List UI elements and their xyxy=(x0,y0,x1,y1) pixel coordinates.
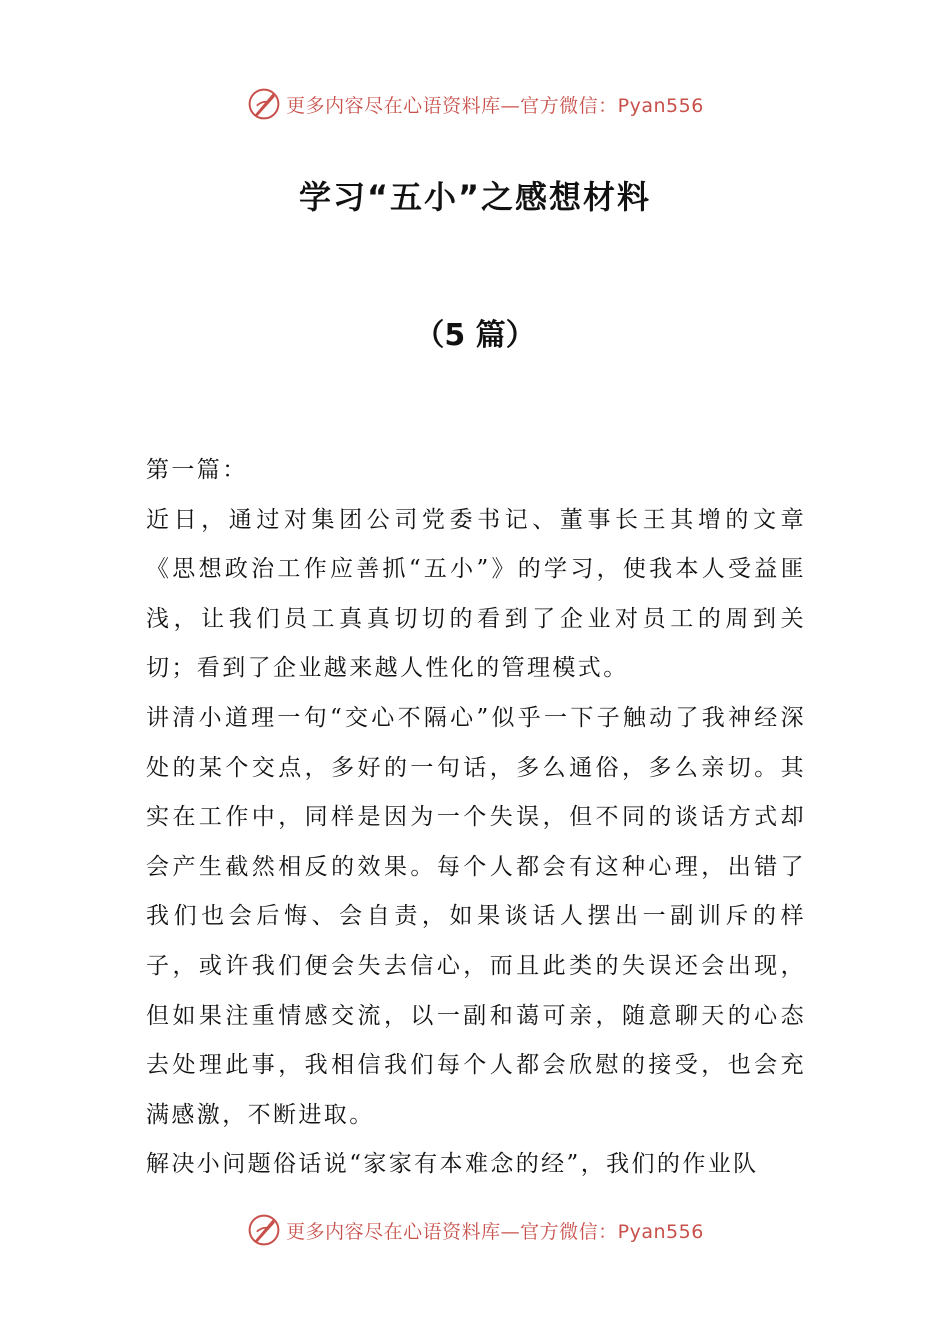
document-subtitle: （5 篇） xyxy=(414,318,536,353)
paragraph: 解决小问题俗话说“家家有本难念的经”，我们的作业队 xyxy=(146,1151,759,1178)
watermark-handle: Pyan556 xyxy=(617,1220,704,1243)
document-title: 学习“五小”之感想材料 xyxy=(298,178,652,216)
watermark-header xyxy=(0,84,950,124)
watermark-text: 更多内容尽在心语资料库—官方微信：Pyan556 xyxy=(286,94,704,117)
section-heading: 第一篇： xyxy=(146,457,248,483)
watermark-footer xyxy=(0,1210,950,1250)
watermark-text: 更多内容尽在心语资料库—官方微信：Pyan556 xyxy=(286,1220,704,1243)
document-body xyxy=(146,446,806,1190)
quill-logo-icon xyxy=(246,1212,282,1248)
quill-logo-icon xyxy=(246,86,282,122)
watermark-handle: Pyan556 xyxy=(617,94,704,117)
paragraph: 讲清小道理一句“交心不隔心”似乎一下子触动了我神经深处的某个交点，多好的一句话，多么通俗，多么亲切。其实在工作中，同样是因为一个失误，但不同的谈话方式却会产生截然相反的效果。每个人都会有这种心理，出错了我们也会后悔、会自责，如果谈话人摆出一副训斥的样子，或许我们便会失去信心，而且此类的失误还会出现，但如果注重情感交流，以一副和蔼可亲，随意聊天的心态去处理此事，我相信我们每个人都会欣慰的接受，也会充满感激，不断进取。 xyxy=(146,704,806,1128)
paragraph: 近日，通过对集团公司党委书记、董事长王其增的文章《思想政治工作应善抓“五小”》的学习，使我本人受益匪浅，让我们员工真真切切的看到了企业对员工的周到关切；看到了企业越来越人性化的管理模式。 xyxy=(146,506,806,682)
